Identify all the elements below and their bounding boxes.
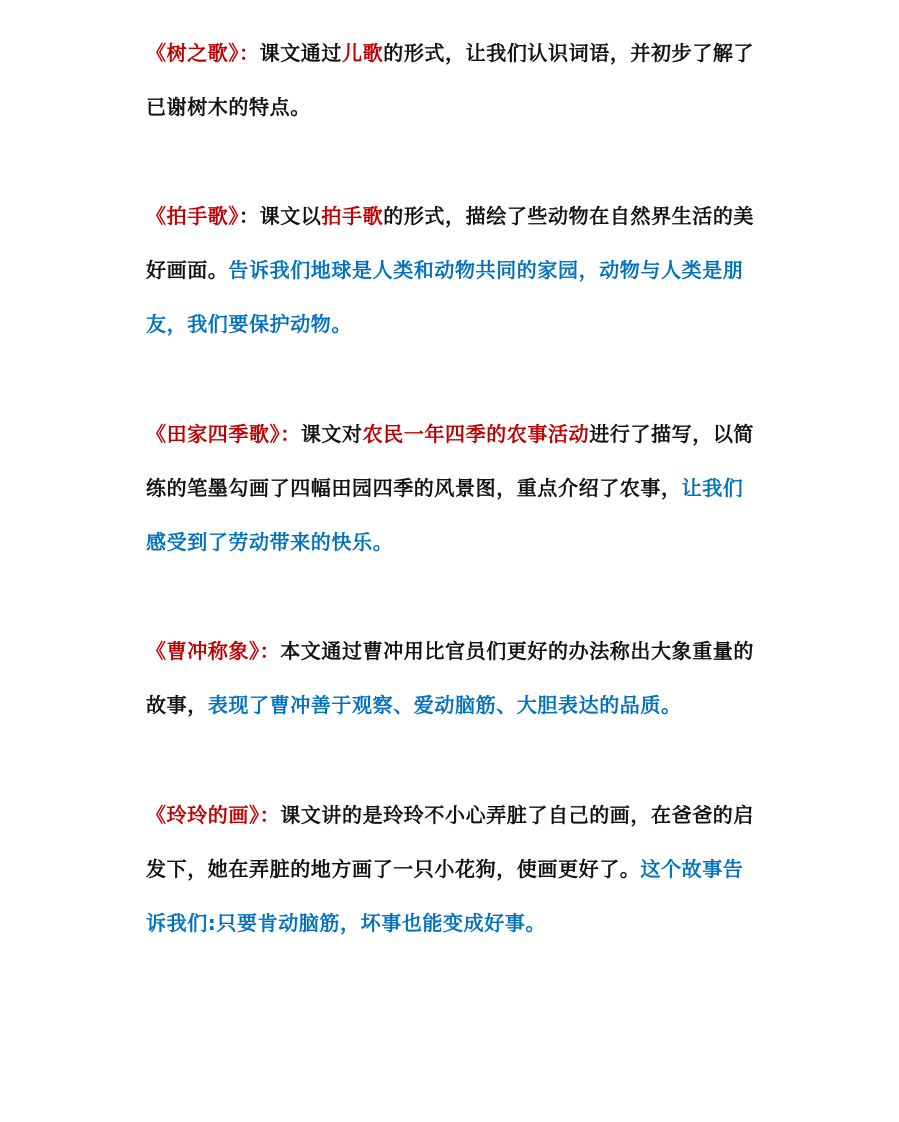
lesson-summary-caochongchengxiang [146,624,756,732]
lesson-moral: 让我们感受到了劳动带来的快乐。 [146,476,744,554]
keyword-highlight: 农民一年四季的农事活动 [362,422,590,446]
lesson-summary-paishouge [146,189,756,351]
summary-text: 课文对 [300,422,363,446]
lesson-title: 《玲玲的画》： [146,803,281,827]
lesson-summary-linglingdehua [146,788,756,950]
lesson-moral: 这个故事告诉我们:只要肯动脑筋，坏事也能变成好事。 [146,857,744,935]
lesson-summary-tianjiasijige [146,407,756,569]
summary-text: 的形式，让我们认识词语，并初步了解了已谢树木的特点。 [146,41,755,119]
summary-text: 的形式，描绘了些动物在自然界生活的美好画面。 [146,204,755,282]
keyword-highlight: 拍手歌 [321,204,384,228]
lesson-moral: 告诉我们地球是人类和动物共同的家园，动物与人类是朋友，我们要保护动物。 [146,258,744,336]
lesson-title: 《田家四季歌》： [146,422,301,446]
lesson-title: 《曹冲称象》： [146,639,281,663]
lesson-summary-shuzhige [146,26,756,134]
summary-text: ：课文以 [239,204,322,228]
summary-text: 进行了描写，以简练的笔墨勾画了四幅田园四季的风景图，重点介绍了农事， [146,422,755,500]
summary-text: 本文通过曹冲用比官员们更好的办法称出大象重量的故事， [146,639,755,717]
lesson-title: 《树之歌》： [146,41,260,65]
lesson-moral: 表现了曹冲善于观察、爱动脑筋、大胆表达的品质。 [207,693,682,717]
summary-text: 课文通过 [259,41,343,65]
summary-text: 课文讲的是玲玲不小心弄脏了自己的画，在爸爸的启发下，她在弄脏的地方画了一只小花狗，使画更好了。 [146,803,755,881]
keyword-highlight: 儿歌 [342,41,384,65]
lesson-title: 《拍手歌》 [146,204,239,228]
